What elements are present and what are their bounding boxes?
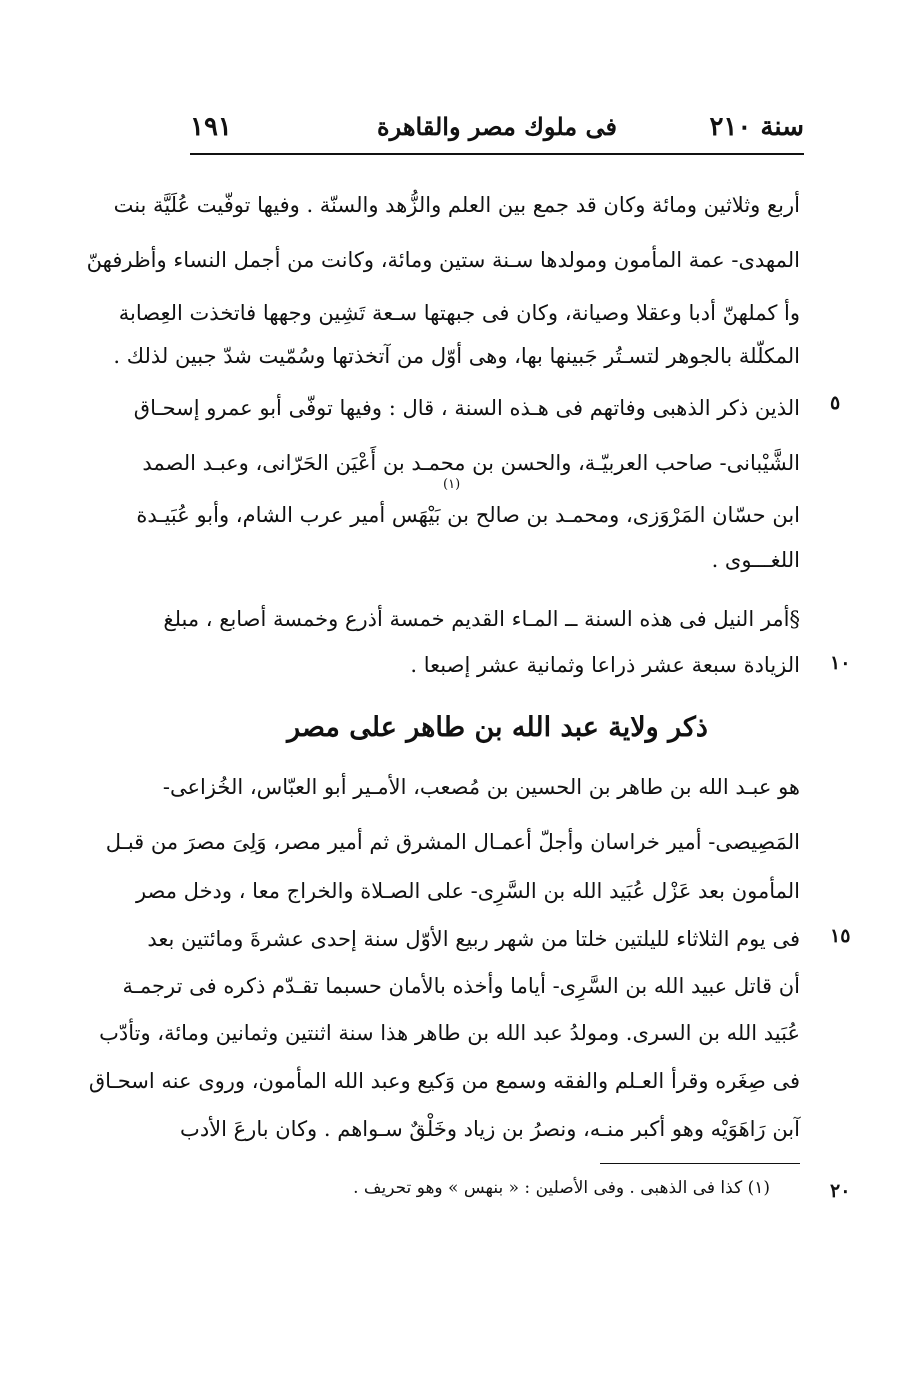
text-line: آبن رَاهَوَيْه وهو أكبر منـه، ونصرُ بن زياد وخَلْقٌ سـواهم . وكان بارعَ الأدب: [180, 1117, 800, 1141]
text-line: الزيادة سبعة عشر ذراعا وثمانية عشر إصبعا .: [410, 653, 800, 677]
running-header: [190, 112, 804, 152]
margin-line-number: ١٠: [830, 652, 851, 674]
text-line: المَصِيصى- أمير خراسان وأجلّ أعمـال المشرق ثم أمير مصر، وَلِىَ مصرَ من قبـل: [105, 830, 800, 854]
text-line: المكلّلة بالجوهر لتسـتُر جَبينها بها، وهى أوّل من آتخذتها وسُمّيت شدّ جبين لذلك .: [113, 344, 800, 368]
section-heading: ذكر ولاية عبد الله بن طاهر على مصر: [287, 712, 708, 743]
footnote-rule: [600, 1163, 800, 1164]
page-number: ١٩١: [190, 112, 232, 142]
text-line: فى صِغَره وقرأ العـلم والفقه وسمع من وَكيع وعبد الله المأمون، وروى عنه اسحـاق: [88, 1069, 800, 1093]
margin-line-number: ١٥: [830, 925, 851, 947]
header-title: فى ملوك مصر والقاهرة: [377, 112, 617, 141]
footnote: (١) كذا فى الذهبى . وفى الأصلين : « بنهس » وهو تحريف .: [353, 1178, 770, 1198]
text-line: وأ كملهنّ أدبا وعقلا وصيانة، وكان فى جبهتها سـعة تَشِين وجهها فاتخذت العِصابة: [118, 301, 800, 325]
text-line: المهدى- عمة المأمون ومولدها سـنة ستين ومائة، وكانت من أجمل النساء وأظرفهنّ: [86, 248, 800, 272]
text-line: الذين ذكر الذهبى وفاتهم فى هـذه السنة ، قال : وفيها توفّى أبو عمرو إسحـاق: [133, 396, 800, 420]
text-line: عُبَيد الله بن السرى. ومولدُ عبد الله بن طاهر هذا سنة اثنتين وثمانين ومائة، وتأدّب: [99, 1021, 800, 1045]
text-line: هو عبـد الله بن طاهر بن الحسين بن مُصعب، الأمـير أبو العبّاس، الخُزاعى-: [162, 775, 800, 799]
text-line: ابن حسّان المَرْوَزى، ومحمـد بن صالح بن بَيْهَس أمير عرب الشام، وأبو عُبَيـدة: [136, 503, 800, 527]
text-line: فى يوم الثلاثاء لليلتين خلتا من شهر ربيع الأوّل سنة إحدى عشرةَ ومائتين بعد: [147, 927, 800, 951]
margin-line-number: ٢٠: [830, 1180, 851, 1202]
text-line: المأمون بعد عَزْل عُبَيد الله بن السَّرِى- على الصـلاة والخراج معا ، ودخل مصر: [135, 879, 800, 903]
text-line: أن قاتل عبيد الله بن السَّرِى- أياما وأخذه بالأمان حسبما تقـدّم ذكره فى ترجمـة: [122, 974, 800, 998]
text-line: اللغـــوى .: [711, 548, 800, 572]
header-year: سنة ٢١٠: [709, 112, 804, 142]
text-line: أربع وثلاثين ومائة وكان قد جمع بين العلم والزُّهد والسنّة . وفيها توفّيت عُلَيَّة بنت: [113, 193, 800, 217]
margin-line-number: ٥: [830, 392, 841, 414]
footnote-marker: (١): [443, 477, 461, 492]
text-line: §أمر النيل فى هذه السنة ــ المـاء القديم خمسة أذرع وخمسة أصابع ، مبلغ: [163, 607, 800, 631]
header-rule: [190, 153, 804, 155]
text-line: الشَّيْبانى- صاحب العربيّـة، والحسن بن محمـد بن أَعْيَن الحَرّانى، وعبـد الصمد: [142, 451, 800, 475]
